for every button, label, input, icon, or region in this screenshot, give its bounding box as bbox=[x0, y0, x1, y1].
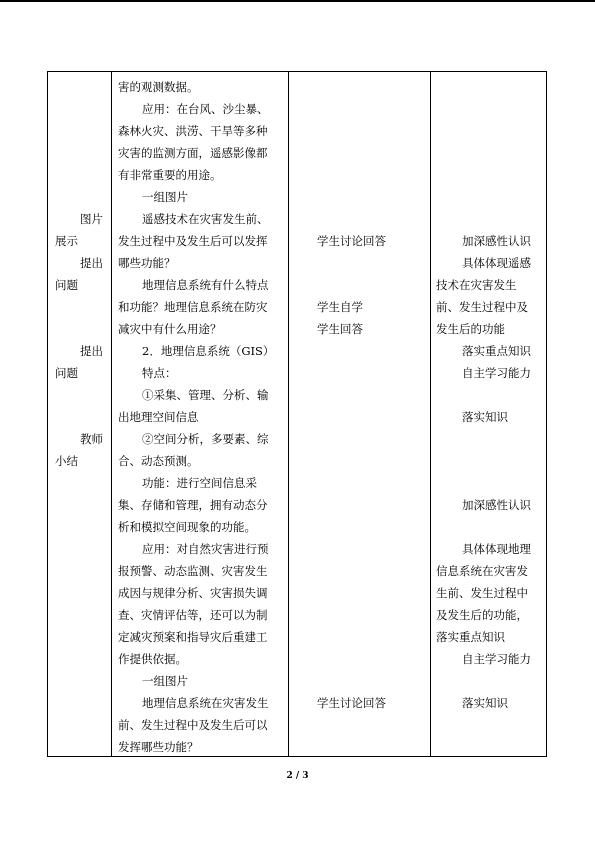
activity-line: 学生讨论回答 bbox=[317, 696, 386, 710]
header-rule bbox=[0, 0, 595, 2]
step-label: 问题 bbox=[55, 366, 78, 380]
intent-line: 加深感性认识 bbox=[462, 234, 531, 248]
intent-line: 自主学习能力 bbox=[462, 366, 531, 380]
intent-line: 发生后的功能 bbox=[436, 322, 505, 336]
content-line: 出地理空间信息 bbox=[118, 410, 199, 424]
content-line: 地理信息系统有什么特点 bbox=[142, 278, 269, 292]
content-line: 合、动态预测。 bbox=[118, 454, 199, 468]
content-line: 灾害的监测方面，遥感影像都 bbox=[118, 146, 268, 160]
intent-line: 落实重点知识 bbox=[462, 344, 531, 358]
page-number: 2 / 3 bbox=[286, 771, 309, 781]
content-line: 功能：进行空间信息采 bbox=[142, 476, 257, 490]
step-label: 小结 bbox=[55, 454, 78, 468]
content-line: 应用：在台风、沙尘暴、 bbox=[142, 102, 269, 116]
activity-line: 学生讨论回答 bbox=[317, 234, 386, 248]
content-line: ②空间分析，多要素、综 bbox=[142, 432, 269, 446]
intent-line: 信息系统在灾害发 bbox=[436, 564, 528, 578]
content-line: 应用：对自然灾害进行预 bbox=[142, 542, 269, 556]
step-label: 提出 bbox=[80, 256, 103, 270]
intent-line: 落实知识 bbox=[462, 696, 508, 710]
table-border-top bbox=[47, 71, 547, 72]
intent-line: 自主学习能力 bbox=[462, 652, 531, 666]
intent-line: 及发生后的功能， bbox=[436, 608, 528, 622]
content-line: 减灾中有什么用途？ bbox=[118, 322, 222, 336]
intent-line: 技术在灾害发生 bbox=[436, 278, 517, 292]
activity-line: 学生自学 bbox=[317, 300, 363, 314]
step-label: 图片 bbox=[80, 212, 103, 226]
content-line: 和功能？地理信息系统在防灾 bbox=[118, 300, 268, 314]
content-line: 集、存储和管理，拥有动态分 bbox=[118, 498, 268, 512]
content-line: 特点： bbox=[142, 366, 177, 380]
content-line: 2．地理信息系统（GIS） bbox=[142, 344, 275, 358]
content-line: 有非常重要的用途。 bbox=[118, 168, 222, 182]
intent-line: 加深感性认识 bbox=[462, 498, 531, 512]
step-label: 展示 bbox=[55, 234, 78, 248]
content-line: 发生过程中及发生后可以发挥 bbox=[118, 234, 268, 248]
intent-line: 落实知识 bbox=[462, 410, 508, 424]
content-line: 哪些功能？ bbox=[118, 256, 176, 270]
table-border-left bbox=[47, 71, 48, 757]
content-line: 森林火灾、洪涝、干旱等多种 bbox=[118, 124, 268, 138]
content-line: 地理信息系统在灾害发生 bbox=[142, 696, 269, 710]
table-divider-3 bbox=[430, 71, 431, 757]
content-line: 一组图片 bbox=[142, 674, 188, 688]
content-line: 报预警、动态监测、灾害发生 bbox=[118, 564, 268, 578]
intent-line: 具体体现地理 bbox=[462, 542, 531, 556]
content-line: 成因与规律分析、灾害损失调 bbox=[118, 586, 268, 600]
intent-line: 落实重点知识 bbox=[436, 630, 505, 644]
content-line: 遥感技术在灾害发生前、 bbox=[142, 212, 269, 226]
content-line: 析和模拟空间现象的功能。 bbox=[118, 520, 256, 534]
content-line: ①采集、管理、分析、输 bbox=[142, 388, 269, 402]
intent-line: 前、发生过程中及 bbox=[436, 300, 528, 314]
step-label: 教师 bbox=[80, 432, 103, 446]
content-line: 定减灾预案和指导灾后重建工 bbox=[118, 630, 268, 644]
content-line: 害的观测数据。 bbox=[118, 80, 199, 94]
intent-line: 具体体现遥感 bbox=[462, 256, 531, 270]
intent-line: 生前、发生过程中 bbox=[436, 586, 528, 600]
table-divider-2 bbox=[288, 71, 289, 757]
step-label: 问题 bbox=[55, 278, 78, 292]
table-divider-1 bbox=[111, 71, 112, 757]
step-label: 提出 bbox=[80, 344, 103, 358]
content-line: 一组图片 bbox=[142, 190, 188, 204]
activity-line: 学生回答 bbox=[317, 322, 363, 336]
content-line: 作提供依据。 bbox=[118, 652, 187, 666]
table-border-right bbox=[546, 71, 547, 757]
content-line: 查、灾情评估等，还可以为制 bbox=[118, 608, 268, 622]
content-line: 前、发生过程中及发生后可以 bbox=[118, 718, 268, 732]
content-line: 发挥哪些功能？ bbox=[118, 740, 199, 754]
